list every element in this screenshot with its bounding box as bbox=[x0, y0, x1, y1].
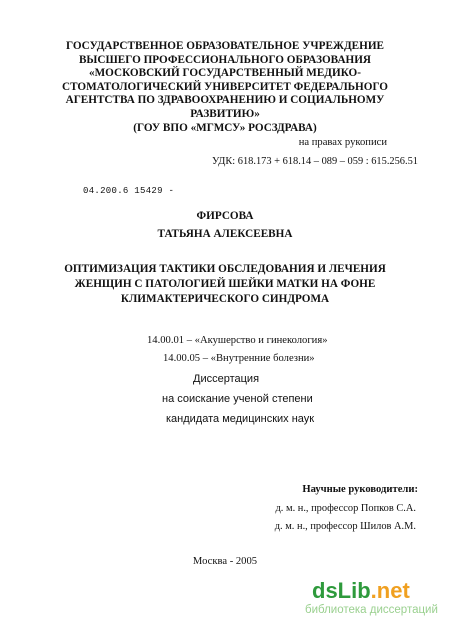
institution-line: «МОСКОВСКИЙ ГОСУДАРСТВЕННЫЙ МЕДИКО- bbox=[89, 67, 361, 80]
institution-line: АГЕНТСТВА ПО ЗДРАВООХРАНЕНИЮ И СОЦИАЛЬНОМУ bbox=[65, 94, 385, 107]
manuscript-note: на правах рукописи bbox=[298, 137, 387, 148]
institution-line: ВЫСШЕГО ПРОФЕССИОНАЛЬНОГО ОБРАЗОВАНИЯ bbox=[78, 53, 372, 66]
dissertation-label: Диссертация bbox=[193, 373, 260, 385]
watermark-subtitle: библиотека диссертаций bbox=[305, 604, 438, 616]
title-line: ОПТИМИЗАЦИЯ ТАКТИКИ ОБСЛЕДОВАНИЯ И ЛЕЧЕНИЯ bbox=[64, 263, 386, 275]
title-line: КЛИМАКТЕРИЧЕСКОГО СИНДРОМА bbox=[120, 293, 330, 305]
dissertation-title bbox=[0, 262, 450, 307]
watermark-logo bbox=[312, 578, 410, 604]
institution-line: СТОМАТОЛОГИЧЕСКИЙ УНИВЕРСИТЕТ ФЕДЕРАЛЬНОГО bbox=[62, 80, 388, 93]
watermark-logo-text: dsLib bbox=[312, 578, 371, 603]
advisor-item: д. м. н., профессор Попков С.А. bbox=[275, 503, 416, 514]
title-line: ЖЕНЩИН С ПАТОЛОГИЕЙ ШЕЙКИ МАТКИ НА ФОНЕ bbox=[74, 278, 376, 290]
institution-line: РАЗВИТИЮ» bbox=[190, 107, 260, 120]
city-year: Москва - 2005 bbox=[192, 556, 258, 567]
institution-header bbox=[0, 40, 450, 135]
advisors-heading: Научные руководители: bbox=[302, 484, 418, 495]
institution-line: (ГОУ ВПО «МГМСУ» РОСЗДРАВА) bbox=[133, 121, 317, 134]
specialty-code: 14.00.05 – «Внутренние болезни» bbox=[163, 353, 315, 364]
author-surname: ФИРСОВА bbox=[196, 210, 254, 222]
advisor-item: д. м. н., профессор Шилов А.М. bbox=[274, 521, 416, 532]
udc-code: УДК: 618.173 + 618.14 – 089 – 059 : 615.256.51 bbox=[211, 156, 418, 167]
dissertation-degree-line: на соискание ученой степени bbox=[162, 393, 313, 405]
institution-line: ГОСУДАРСТВЕННОЕ ОБРАЗОВАТЕЛЬНОЕ УЧРЕЖДЕНИЕ bbox=[66, 40, 384, 52]
specialty-code: 14.00.01 – «Акушерство и гинекология» bbox=[147, 335, 328, 346]
author-name: ТАТЬЯНА АЛЕКСЕЕВНА bbox=[157, 228, 293, 240]
registration-number: 04.200.6 15429 - bbox=[83, 186, 175, 196]
watermark-logo-suffix: .net bbox=[370, 578, 410, 603]
dissertation-degree-line: кандидата медицинских наук bbox=[166, 413, 315, 425]
